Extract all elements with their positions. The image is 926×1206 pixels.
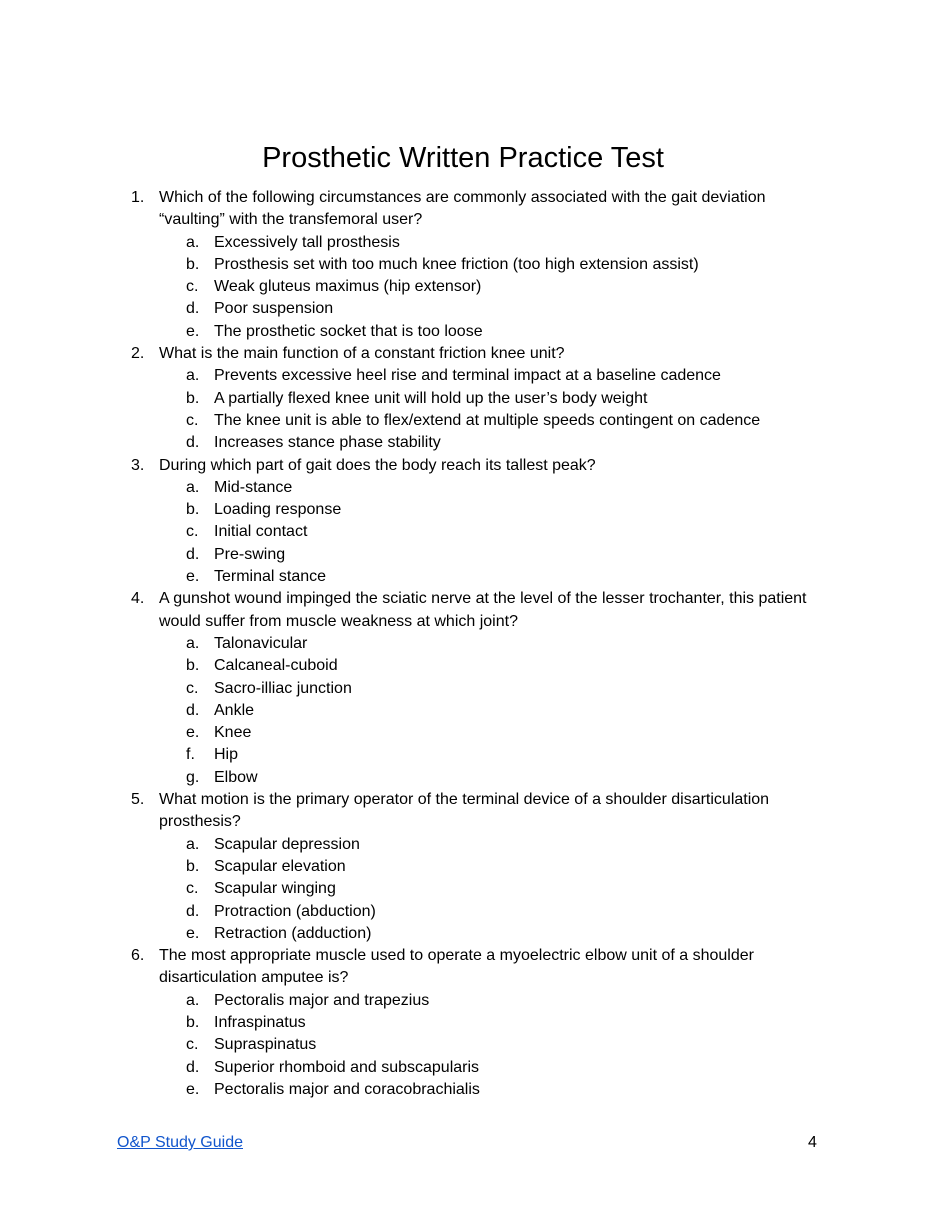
question-number: 1.: [131, 189, 145, 206]
question: [0, 588, 926, 633]
option-text: The prosthetic socket that is too loose: [214, 322, 483, 340]
option-letter: d.: [186, 300, 200, 318]
option-letter: a.: [186, 991, 200, 1009]
option-item: [0, 678, 926, 700]
question-list: [0, 187, 926, 1101]
option-text: Scapular depression: [214, 835, 360, 853]
option-item: [0, 298, 926, 320]
question-item: [0, 789, 926, 945]
option-item: [0, 566, 926, 588]
option-letter: c.: [186, 523, 199, 541]
option-text: Mid-stance: [214, 478, 293, 496]
option-list: [0, 834, 926, 945]
option-item: [0, 521, 926, 543]
option-text: Knee: [214, 724, 252, 742]
option-item: [0, 254, 926, 276]
option-text: Poor suspension: [214, 300, 334, 318]
option-item: [0, 901, 926, 923]
question: [0, 187, 926, 232]
option-text: Infraspinatus: [214, 1013, 306, 1031]
question-number: 2.: [131, 345, 145, 363]
option-text: Pectoralis major and coracobrachialis: [214, 1080, 480, 1098]
option-item: [0, 432, 926, 454]
question-item: [0, 455, 926, 589]
option-letter: b.: [186, 255, 200, 273]
option-text: Pectoralis major and trapezius: [214, 991, 430, 1009]
option-letter: c.: [186, 679, 199, 697]
option-item: [0, 365, 926, 387]
option-list: [0, 477, 926, 588]
option-letter: b.: [186, 857, 200, 875]
option-text: Ankle: [214, 701, 255, 719]
option-text: Calcaneal-cuboid: [214, 657, 338, 675]
option-text: Increases stance phase stability: [214, 434, 441, 452]
option-letter: d.: [186, 545, 200, 563]
option-letter: e.: [186, 724, 200, 742]
option-text: Pre-swing: [214, 545, 286, 563]
option-text: Prosthesis set with too much knee friction (too high extension assist): [214, 255, 699, 273]
option-text: Initial contact: [214, 523, 308, 541]
option-list: [0, 232, 926, 343]
question-number: 4.: [131, 590, 145, 608]
option-letter: e.: [186, 1080, 200, 1098]
question: [0, 789, 926, 834]
option-item: [0, 878, 926, 900]
option-item: [0, 1034, 926, 1056]
option-item: [0, 1079, 926, 1101]
option-item: [0, 834, 926, 856]
option-text: Sacro-illiac junction: [214, 679, 352, 697]
option-text: A partially flexed knee unit will hold up the user’s body weight: [214, 389, 648, 407]
page-title: Prosthetic Written Practice Test: [262, 142, 664, 174]
option-letter: a.: [186, 634, 200, 652]
question-text: The most appropriate muscle used to operate a myoelectric elbow unit of a shoulder disarticulation amputee is?: [159, 947, 754, 987]
question: [0, 945, 926, 990]
option-letter: e.: [186, 322, 200, 340]
option-text: Supraspinatus: [214, 1036, 317, 1054]
option-letter: d.: [186, 1058, 200, 1076]
option-text: Retraction (adduction): [214, 924, 372, 942]
option-letter: g.: [186, 768, 200, 786]
option-text: Prevents excessive heel rise and terminal impact at a baseline cadence: [214, 367, 721, 385]
option-letter: c.: [186, 278, 199, 296]
option-item: [0, 744, 926, 766]
option-letter: a.: [186, 233, 200, 251]
question-number: 6.: [131, 947, 145, 965]
option-item: [0, 388, 926, 410]
option-text: Talonavicular: [214, 634, 308, 652]
page-number: 4: [808, 1134, 817, 1151]
question-item: [0, 187, 926, 343]
option-item: [0, 321, 926, 343]
option-letter: f.: [186, 746, 195, 764]
option-text: Scapular elevation: [214, 857, 346, 875]
option-letter: b.: [186, 389, 200, 407]
option-letter: a.: [186, 835, 200, 853]
option-item: [0, 700, 926, 722]
option-text: Terminal stance: [214, 568, 327, 586]
option-item: [0, 722, 926, 744]
question-number: 3.: [131, 456, 145, 474]
option-letter: a.: [186, 478, 200, 496]
question-text: What motion is the primary operator of the terminal device of a shoulder disarticulation prosthesis?: [159, 791, 770, 831]
option-letter: e.: [186, 924, 200, 942]
question-item: [0, 588, 926, 789]
question-text: A gunshot wound impinged the sciatic nerve at the level of the lesser trochanter, this patient would suffer from muscle weakness at which joint?: [159, 590, 807, 630]
option-text: Scapular winging: [214, 880, 336, 898]
option-item: [0, 990, 926, 1012]
option-item: [0, 499, 926, 521]
option-item: [0, 923, 926, 945]
option-letter: b.: [186, 501, 200, 519]
option-item: [0, 1012, 926, 1034]
option-item: [0, 1057, 926, 1079]
option-item: [0, 477, 926, 499]
question: [0, 455, 926, 477]
option-letter: d.: [186, 701, 200, 719]
question-item: [0, 343, 926, 454]
option-text: Weak gluteus maximus (hip extensor): [214, 278, 482, 296]
option-item: [0, 856, 926, 878]
question: [0, 343, 926, 365]
study-guide-link[interactable]: O&P Study Guide: [117, 1134, 243, 1151]
option-list: [0, 990, 926, 1101]
option-letter: d.: [186, 434, 200, 452]
option-text: Loading response: [214, 501, 342, 519]
option-item: [0, 655, 926, 677]
question-text: During which part of gait does the body reach its tallest peak?: [159, 456, 596, 474]
option-letter: c.: [186, 880, 199, 898]
question-text: Which of the following circumstances are commonly associated with the gait deviation “vaulting” with the transfemoral user?: [159, 189, 766, 229]
option-text: Superior rhomboid and subscapularis: [214, 1058, 480, 1076]
question-item: [0, 945, 926, 1101]
option-item: [0, 767, 926, 789]
question-number: 5.: [131, 791, 145, 809]
option-text: Elbow: [214, 768, 258, 786]
option-text: Excessively tall prosthesis: [214, 233, 400, 251]
option-item: [0, 276, 926, 298]
question-text: What is the main function of a constant friction knee unit?: [159, 345, 565, 363]
option-letter: c.: [186, 1036, 199, 1054]
option-text: Protraction (abduction): [214, 902, 376, 920]
option-letter: b.: [186, 1013, 200, 1031]
option-item: [0, 410, 926, 432]
option-item: [0, 633, 926, 655]
option-letter: c.: [186, 411, 199, 429]
option-letter: e.: [186, 568, 200, 586]
option-item: [0, 232, 926, 254]
option-item: [0, 544, 926, 566]
option-letter: d.: [186, 902, 200, 920]
option-list: [0, 365, 926, 454]
option-letter: a.: [186, 367, 200, 385]
option-letter: b.: [186, 657, 200, 675]
option-list: [0, 633, 926, 789]
option-text: The knee unit is able to flex/extend at multiple speeds contingent on cadence: [214, 411, 761, 429]
option-text: Hip: [214, 746, 239, 764]
